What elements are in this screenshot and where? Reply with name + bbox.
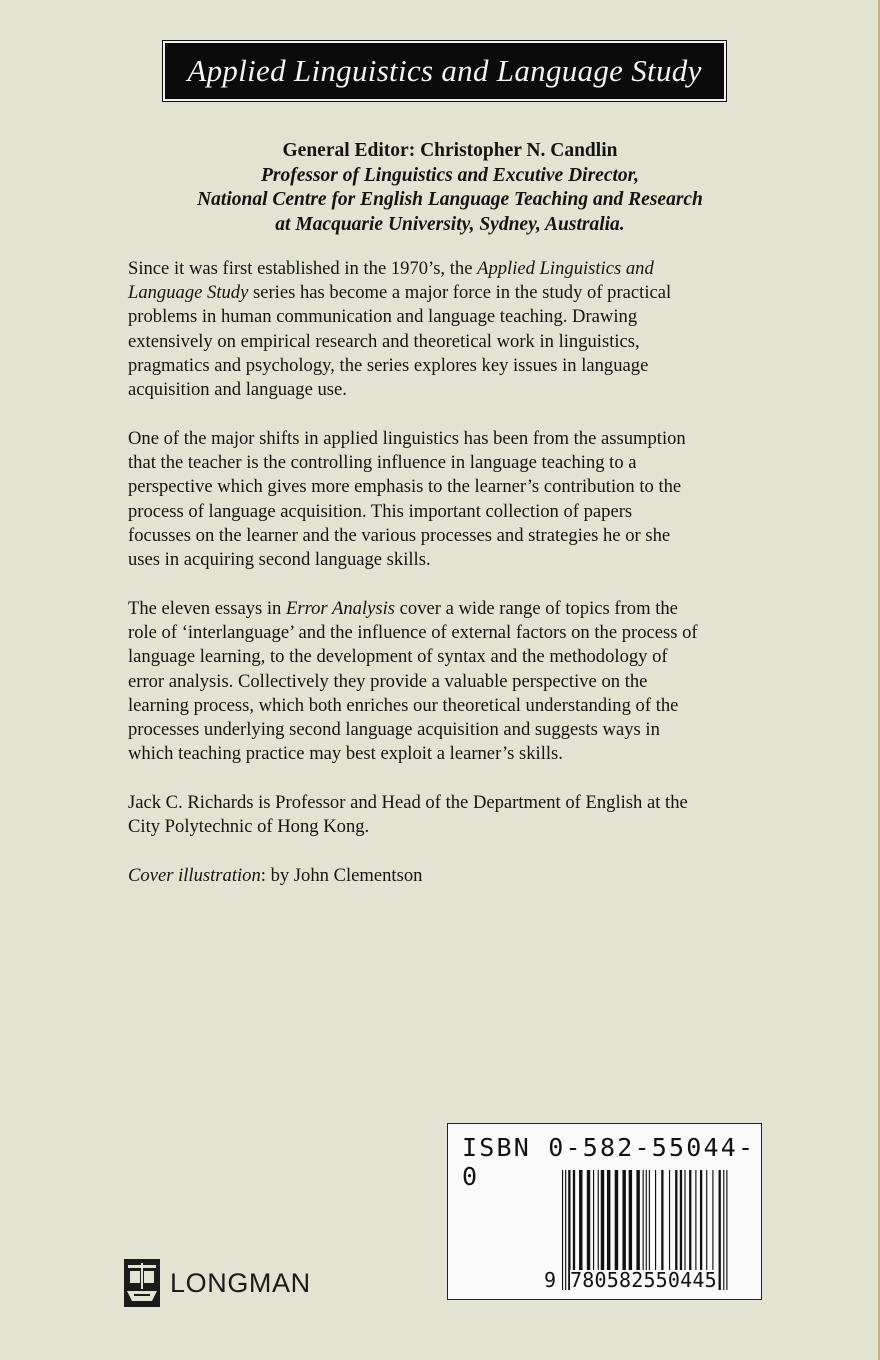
barcode-bar	[562, 1170, 563, 1290]
text-line: which teaching practice may best exploit a learner’s skills.	[128, 743, 563, 765]
text-line: Jack C. Richards is Professor and Head of the Department of English at the	[128, 792, 688, 813]
learner-shift-paragraph	[128, 427, 778, 572]
barcode-lead-digit: 9	[544, 1268, 557, 1292]
text-line: extensively on empirical research and theoretical work in linguistics,	[128, 330, 640, 352]
text-line: role of ‘interlanguage’ and the influence of external factors on the process of	[128, 622, 698, 644]
text-line: error analysis. Collectively they provide a valuable perspective on the	[128, 670, 648, 692]
text-line: One of the major shifts in applied linguistics has been from the assumption	[128, 428, 686, 449]
barcode-digits: 780582550445	[570, 1268, 717, 1292]
series-name-italic: Language Study	[128, 282, 249, 304]
text-line: processes underlying second language acquisition and suggests ways in	[128, 719, 660, 741]
publisher-name: LONGMAN	[170, 1267, 311, 1298]
publisher-logo	[124, 1258, 311, 1308]
isbn-number: ISBN 0-582-55044-0	[462, 1133, 756, 1191]
text-run: The eleven essays in	[128, 598, 286, 619]
text-line: uses in acquiring second language skills.	[128, 549, 431, 571]
text-line: focusses on the learner and the various processes and strategies he or she	[128, 524, 671, 546]
editor-university: at Macquarie University, Sydney, Australia.	[275, 213, 625, 235]
general-editor-block	[100, 139, 800, 237]
text-line	[128, 597, 778, 621]
cover-credit-text: : by John Clementson	[260, 865, 423, 886]
text-line	[128, 257, 778, 281]
text-line: problems in human communication and language teaching. Drawing	[128, 306, 638, 328]
series-banner	[163, 41, 726, 101]
barcode-bar	[726, 1170, 727, 1290]
text-line: perspective which gives more emphasis to the learner’s contribution to the	[128, 476, 682, 498]
text-line: pragmatics and psychology, the series explores key issues in language	[128, 354, 649, 376]
book-summary-paragraph	[128, 597, 778, 766]
author-bio-paragraph	[128, 791, 778, 839]
editor-centre: National Centre for English Language Teaching and Research	[197, 189, 703, 210]
isbn-barcode-box	[447, 1123, 762, 1300]
barcode-bar	[565, 1170, 566, 1290]
series-description-paragraph	[128, 257, 778, 402]
text-line: process of language acquisition. This important collection of papers	[128, 500, 633, 522]
editor-position: Professor of Linguistics and Excutive Director,	[260, 164, 640, 186]
text-run: Since it was first established in the 1970’s, the	[128, 258, 478, 279]
series-title: Applied Linguistics and Language Study	[187, 53, 702, 88]
book-title-italic: Error Analysis	[286, 598, 395, 619]
text-line: learning process, which both enriches our theoretical understanding of the	[128, 694, 679, 716]
text-line: that the teacher is the controlling influence in language teaching to a	[128, 452, 637, 474]
barcode-bar	[723, 1170, 724, 1290]
editor-name: General Editor: Christopher N. Candlin	[282, 140, 618, 161]
series-name-italic: Applied Linguistics and	[477, 258, 654, 279]
text-line	[128, 281, 778, 305]
text-run: cover a wide range of topics from the	[395, 598, 678, 619]
cover-credit-label: Cover illustration	[128, 865, 261, 886]
text-line	[128, 864, 778, 888]
cover-credit	[128, 864, 778, 888]
text-line: City Polytechnic of Hong Kong.	[128, 816, 370, 838]
text-run: series has become a major force in the study of practical	[248, 282, 672, 304]
text-line: language learning, to the development of syntax and the methodology of	[128, 646, 668, 668]
ship-icon	[124, 1259, 160, 1307]
barcode-bar	[719, 1170, 721, 1290]
text-line: acquisition and language use.	[128, 379, 347, 401]
